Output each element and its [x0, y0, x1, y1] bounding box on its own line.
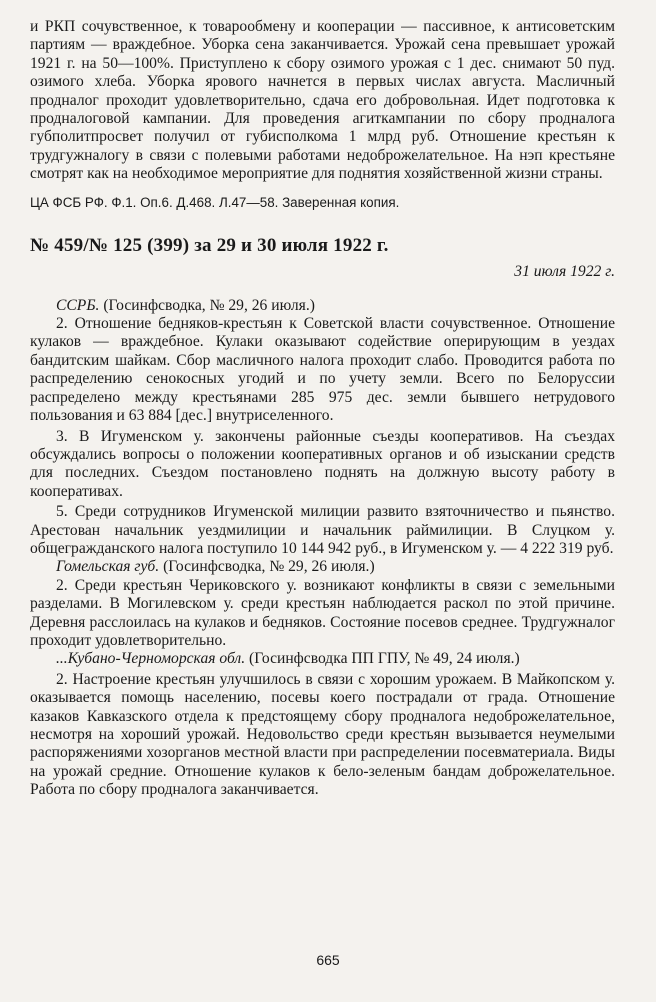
- page-number: 665: [316, 952, 340, 968]
- document-date: 31 июля 1922 г.: [514, 262, 615, 280]
- region-header-kuban: [30, 650, 615, 668]
- region-citation: (Госинфсводка ПП ГПУ, № 49, 24 июля.): [249, 650, 520, 668]
- section-paragraph: 2. Настроение крестьян улучшилось в связи с хорошим урожаем. В Майкопском у. оказывается помощь населению, посевы коего пострадали от града. Отношение казаков Кавказского отдела к предстоящему сбору продналога недоброжелательное, несмотря на хороший урожай. Недовольство среди крестьян вызывается неумелыми распоряжениями хозорганов местной власти при распределении посевматериала. Виды на урожай средние. Отношение кулаков к бело-зеленым бандам доброжелательное. Работа по сбору продналога заканчивается.: [30, 670, 615, 799]
- section-paragraph: 2. Отношение бедняков-крестьян к Советской власти сочувственное. Отношение кулаков — враждебное. Кулаки оказывают содействие оперирующим в уездах бандитским шайкам. Сбор масличного налога проходит слабо. Проводится работа по распределению сенокосных угодий и по учету земли. Всего по Белоруссии распределено между крестьянами 285 975 дес. земли бывшего нетрудового пользования и 63 884 [дес.] внутриселенного.: [30, 315, 615, 425]
- section-paragraph: 3. В Игуменском у. закончены районные съезды кооперативов. На съездах обсуждались вопросы о положении кооперативных органов и об изыскании средств для последних. Съездом постановлено поднять на должную высоту работу в кооперативах.: [30, 427, 615, 500]
- region-citation: (Госинфсводка, № 29, 26 июля.): [163, 558, 375, 576]
- section-paragraph: 2. Среди крестьян Чериковского у. возникают конфликты в связи с земельными разделами. В Могилевском у. среди крестьян наблюдается раскол по этой причине. Деревня расслоилась на кулаков и бедняков. Состояние посевов среднее. Трудгужналог проходит удовлетворительно.: [30, 576, 615, 649]
- intro-paragraph: и РКП сочувственное, к товарообмену и кооперации — пассивное, к антисоветским партиям — враждебное. Уборка сена заканчивается. Урожай сена превышает урожай 1921 г. на 50—100%. Приступлено к сбору озимого урожая с 1 дес. снимают 50 пуд. озимого хлеба. Уборка ярового начнется в первых числах августа. Масличный продналог проходит удовлетворительно, сдача его добровольная. Идет подготовка к продналоговой кампании. Для проведения агиткампании по сбору продналога губполитпросвет получил от губисполкома 1 млрд руб. Отношение крестьян к трудгужналогу в связи с полевыми работами недоброжелательное. На нэп крестьяне смотрят как на необходимое мероприятие для поднятия хозяйственной жизни страны.: [30, 18, 615, 183]
- region-name: Гомельская губ.: [56, 558, 160, 576]
- region-name: ССРБ.: [56, 296, 100, 314]
- document-title: № 459/№ 125 (399) за 29 и 30 июля 1922 г.: [30, 234, 389, 256]
- region-citation: (Госинфсводка, № 29, 26 июля.): [103, 296, 315, 314]
- region-header-gomel: [30, 558, 615, 576]
- region-name: ...Кубано-Черноморская обл.: [56, 650, 246, 668]
- region-header-ssrb: [30, 297, 615, 315]
- page-body: [30, 18, 615, 800]
- archive-source-note: ЦА ФСБ РФ. Ф.1. Оп.6. Д.468. Л.47—58. Заверенная копия.: [30, 194, 400, 210]
- section-paragraph: 5. Среди сотрудников Игуменской милиции развито взяточничество и пьянство. Арестован начальник уездмилиции и начальник раймилиции. В Слуцком у. общегражданского налога поступило 10 144 942 руб., в Игуменском у. — 4 222 319 руб.: [30, 503, 615, 557]
